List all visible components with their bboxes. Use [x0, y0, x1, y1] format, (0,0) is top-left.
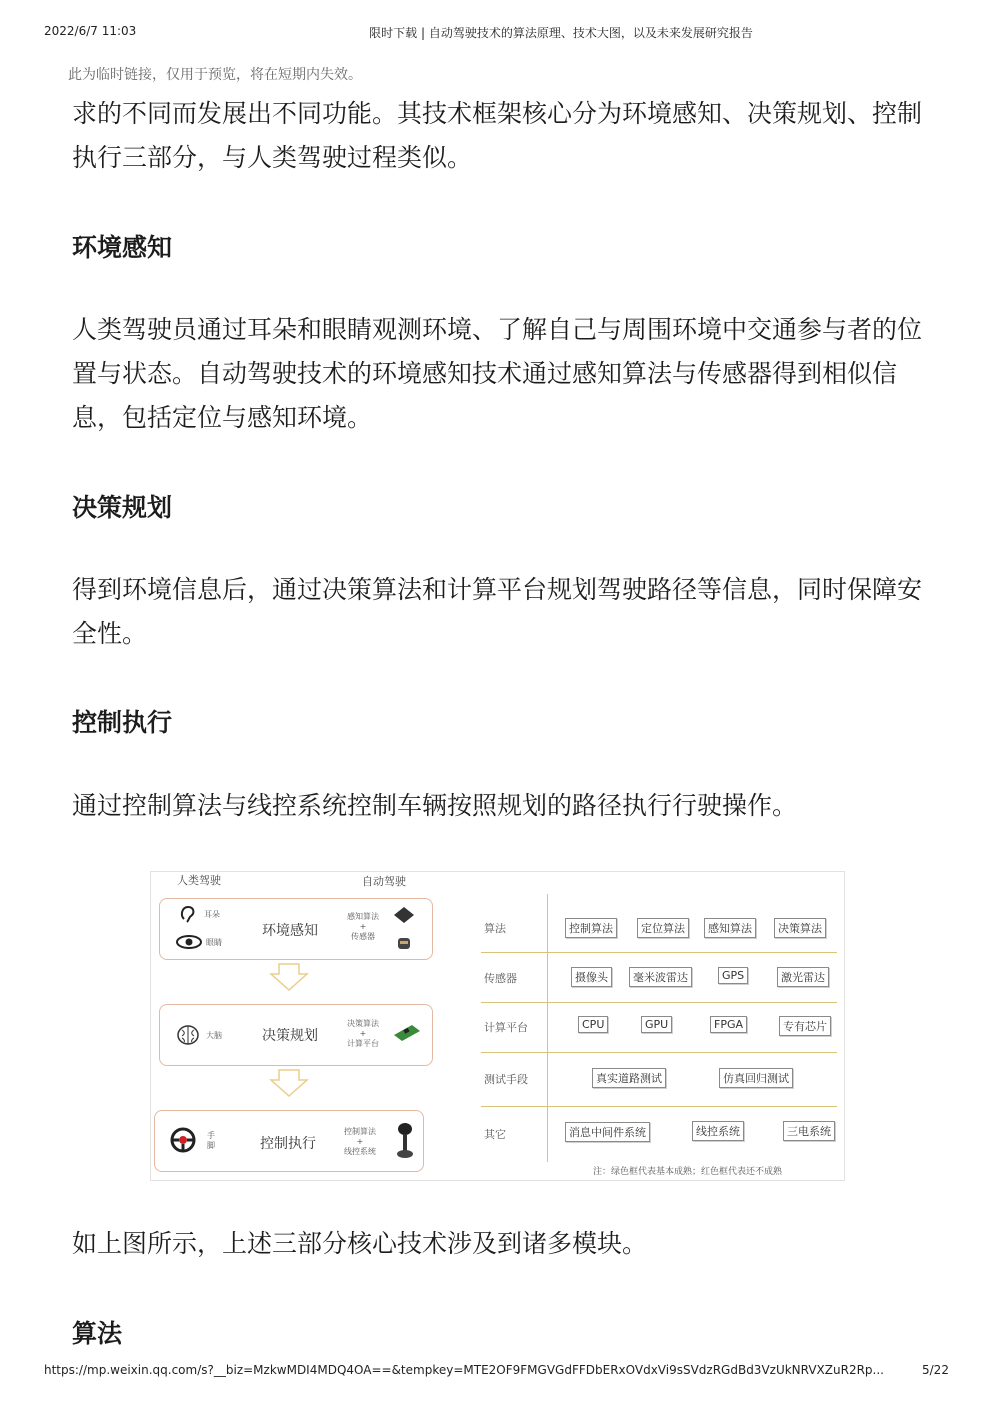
row-label-sensors: 传感器 — [484, 972, 517, 985]
table-row-divider — [481, 1002, 837, 1003]
paragraph-decision-planning: 得到环境信息后，通过决策算法和计算平台规划驾驶路径等信息，同时保障安全性。 — [72, 575, 923, 648]
table-row-divider — [481, 1052, 837, 1053]
label-human-driving: 人类驾驶 — [177, 874, 221, 887]
auto-bottom-label: 线控系统 — [344, 1147, 376, 1156]
human-part-hand: 手 — [207, 1131, 215, 1140]
stage-title-decision: 决策规划 — [262, 1028, 318, 1044]
temporary-link-notice: 此为临时链接，仅用于预览，将在短期内失效。 — [68, 67, 362, 83]
arrow-down-2 — [269, 1068, 309, 1098]
lidar-icon — [396, 935, 412, 951]
arrow-down-1 — [269, 962, 309, 992]
chip-decision-algorithm: 决策算法 — [774, 918, 826, 938]
heading-decision-planning: 决策规划 — [72, 493, 173, 522]
paragraph-modules: 如上图所示，上述三部分核心技术涉及到诸多模块。 — [72, 1229, 648, 1258]
stage-title-environment: 环境感知 — [262, 923, 318, 939]
auto-component-control — [337, 1127, 383, 1157]
sensor-icon — [392, 903, 416, 927]
heading-control-execution: 控制执行 — [72, 708, 173, 737]
chip-perception-algorithm: 感知算法 — [704, 918, 756, 938]
auto-bottom-label: 计算平台 — [347, 1039, 379, 1048]
auto-top-label: 控制算法 — [344, 1127, 376, 1136]
auto-top-label: 感知算法 — [347, 912, 379, 921]
auto-component-decision — [340, 1019, 386, 1049]
chip-three-electric-system: 三电系统 — [783, 1121, 835, 1141]
chip-gps: GPS — [718, 967, 748, 984]
tech-framework-figure — [150, 871, 845, 1181]
chip-mmwave-radar: 毫米波雷达 — [629, 967, 692, 987]
chip-messaging-middleware: 消息中间件系统 — [565, 1122, 650, 1142]
gear-shifter-icon — [395, 1121, 415, 1161]
human-part-brain: 大脑 — [206, 1031, 222, 1040]
chip-control-algorithm: 控制算法 — [565, 918, 617, 938]
heading-environment-perception: 环境感知 — [72, 233, 173, 262]
auto-top-label: 决策算法 — [347, 1019, 379, 1028]
page-number: 5/22 — [922, 1363, 949, 1377]
auto-plus-label: + — [356, 1137, 364, 1146]
figure-note: 注：绿色框代表基本成熟；红色框代表还不成熟 — [593, 1167, 783, 1177]
stage-control-execution — [154, 1110, 424, 1172]
human-part-foot: 脚 — [207, 1141, 215, 1150]
row-label-testing-methods: 测试手段 — [484, 1073, 528, 1086]
chip-real-road-testing: 真实道路测试 — [592, 1068, 666, 1088]
chip-simulation-regression-testing: 仿真回归测试 — [719, 1068, 793, 1088]
print-datetime: 2022/6/7 11:03 — [44, 24, 137, 38]
human-part-ear: 耳朵 — [204, 910, 220, 919]
chip-localization-algorithm: 定位算法 — [637, 918, 689, 938]
footer-url: https://mp.weixin.qq.com/s?__biz=MzkwMDI4MDQ4OA==&tempkey=MTE2OF9FMGVGdFFDbERxOVdxVi9sSVdzRGdBd3VzUkNRVXZuR2Rp... — [44, 1363, 884, 1377]
row-label-computing-platform: 计算平台 — [484, 1021, 528, 1034]
chip-cpu: CPU — [578, 1016, 608, 1033]
table-vertical-divider — [547, 894, 548, 1162]
auto-plus-label: + — [359, 1029, 367, 1038]
chip-dedicated-chip: 专有芯片 — [779, 1016, 831, 1036]
ear-icon — [178, 905, 198, 925]
auto-bottom-label: 传感器 — [351, 932, 375, 941]
brain-icon — [176, 1023, 200, 1047]
chip-lidar: 激光雷达 — [777, 967, 829, 987]
human-part-eye: 眼睛 — [206, 938, 222, 947]
paragraph-environment-perception: 人类驾驶员通过耳朵和眼睛观测环境、了解自己与周围环境中交通参与者的位置与状态。自动驾驶技术的环境感知技术通过感知算法与传感器得到相似信息，包括定位与感知环境。 — [72, 315, 923, 432]
eye-icon — [176, 935, 202, 949]
chip-camera: 摄像头 — [571, 967, 612, 987]
row-label-others: 其它 — [484, 1128, 506, 1141]
computing-board-icon — [392, 1021, 422, 1045]
paragraph-framework: 求的不同而发展出不同功能。其技术框架核心分为环境感知、决策规划、控制执行三部分，与人类驾驶过程类似。 — [72, 99, 923, 172]
steering-wheel-icon — [169, 1127, 197, 1153]
table-row-divider — [481, 1106, 837, 1107]
table-row-divider — [481, 952, 837, 953]
label-autonomous-driving: 自动驾驶 — [362, 875, 406, 888]
chip-gpu: GPU — [641, 1016, 672, 1033]
stage-title-control: 控制执行 — [260, 1136, 316, 1152]
human-part-hand-foot — [207, 1131, 215, 1151]
page-title: 限时下载 | 自动驾驶技术的算法原理、技术大图，以及未来发展研究报告 — [369, 26, 753, 40]
heading-algorithms: 算法 — [72, 1319, 123, 1348]
paragraph-control-execution: 通过控制算法与线控系统控制车辆按照规划的路径执行行驶操作。 — [72, 791, 798, 820]
chip-fpga: FPGA — [710, 1016, 747, 1033]
stage-decision-planning — [159, 1004, 433, 1066]
chip-drive-by-wire: 线控系统 — [692, 1121, 744, 1141]
auto-plus-label: + — [359, 922, 367, 931]
auto-component-perception — [340, 912, 386, 942]
row-label-algorithms: 算法 — [484, 922, 506, 935]
stage-environment-perception — [159, 898, 433, 960]
